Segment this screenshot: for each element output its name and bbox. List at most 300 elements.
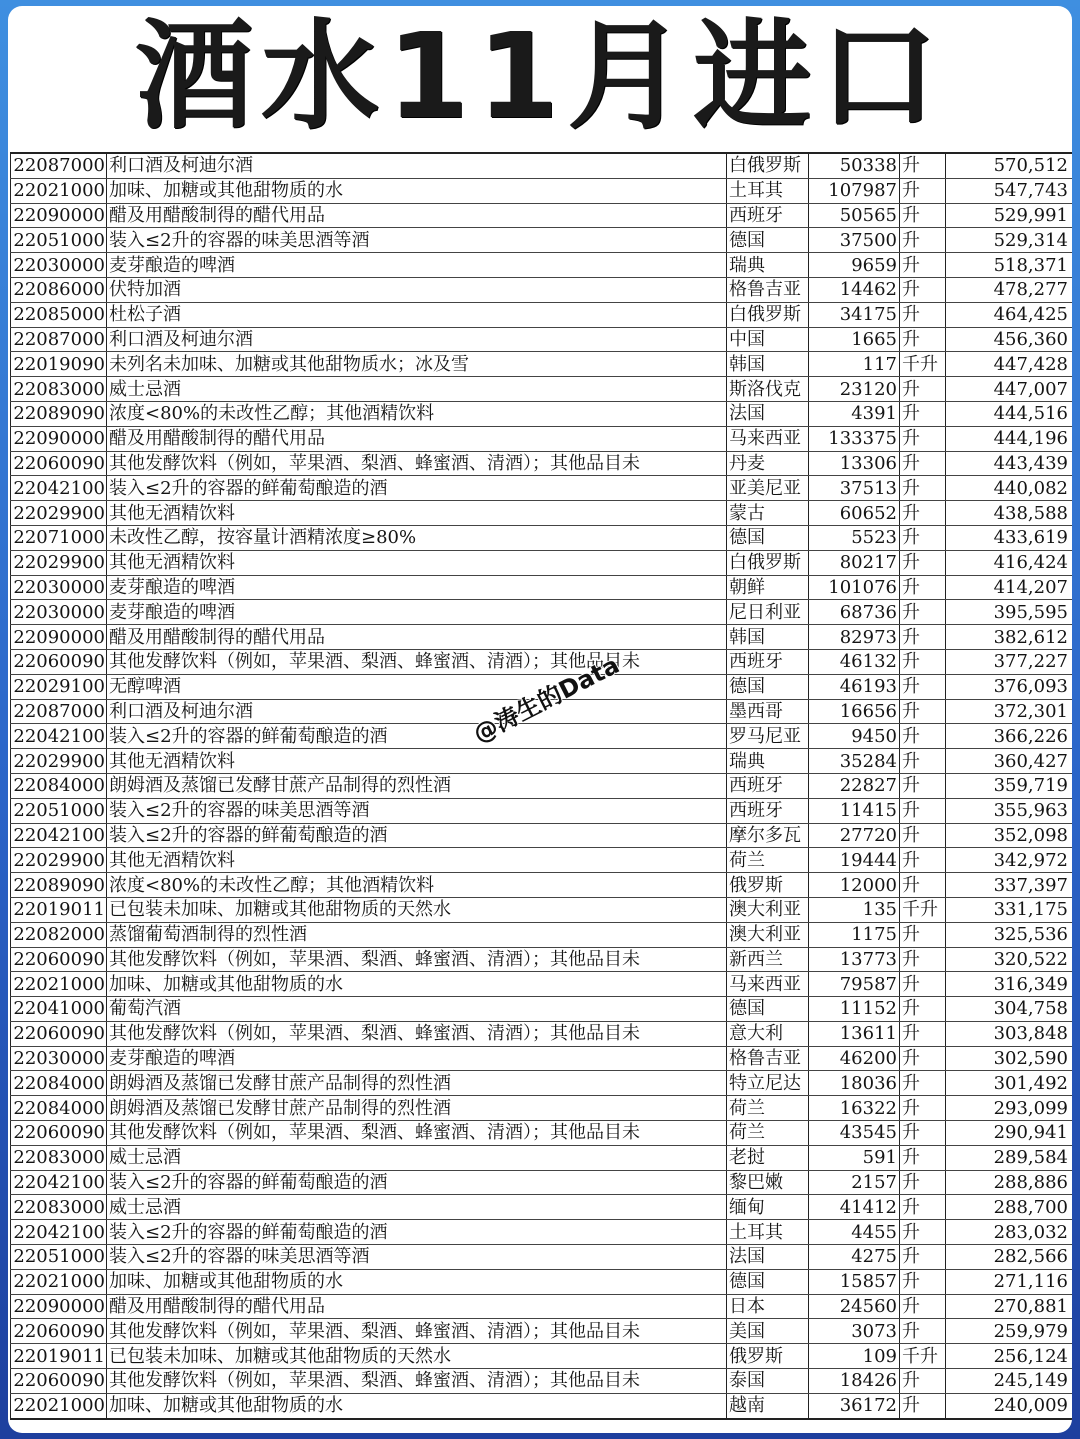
table-row: [11, 550, 1073, 575]
table-row: [11, 377, 1073, 402]
hs-code-cell: 22087000: [11, 699, 107, 724]
unit-cell: 升: [900, 178, 946, 203]
unit-cell: 升: [900, 997, 946, 1022]
hs-code-cell: 22042100: [11, 1220, 107, 1245]
value-cell: 444,516: [946, 401, 1073, 426]
quantity-cell: 13306: [809, 451, 900, 476]
hs-code-cell: 22083000: [11, 1145, 107, 1170]
value-cell: 289,584: [946, 1145, 1073, 1170]
quantity-cell: 60652: [809, 501, 900, 526]
hs-code-cell: 22019090: [11, 352, 107, 377]
value-cell: 290,941: [946, 1121, 1073, 1146]
hs-code-cell: 22051000: [11, 798, 107, 823]
product-name-cell: 装入≤2升的容器的鲜葡萄酿造的酒: [107, 476, 727, 501]
product-name-cell: 其他无酒精饮料: [107, 550, 727, 575]
country-cell: 韩国: [727, 625, 809, 650]
product-name-cell: 其他无酒精饮料: [107, 501, 727, 526]
hs-code-cell: 22029900: [11, 749, 107, 774]
value-cell: 464,425: [946, 302, 1073, 327]
value-cell: 547,743: [946, 178, 1073, 203]
quantity-cell: 4455: [809, 1220, 900, 1245]
quantity-cell: 22827: [809, 773, 900, 798]
hs-code-cell: 22030000: [11, 1046, 107, 1071]
quantity-cell: 5523: [809, 525, 900, 550]
unit-cell: 千升: [900, 897, 946, 922]
product-name-cell: 朗姆酒及蒸馏已发酵甘蔗产品制得的烈性酒: [107, 773, 727, 798]
value-cell: 288,700: [946, 1195, 1073, 1220]
unit-cell: 升: [900, 947, 946, 972]
hs-code-cell: 22090000: [11, 625, 107, 650]
unit-cell: 升: [900, 649, 946, 674]
quantity-cell: 11152: [809, 997, 900, 1022]
product-name-cell: 浓度<80%的未改性乙醇；其他酒精饮料: [107, 873, 727, 898]
quantity-cell: 591: [809, 1145, 900, 1170]
unit-cell: 升: [900, 625, 946, 650]
table-row: [11, 1294, 1073, 1319]
table-row: [11, 302, 1073, 327]
value-cell: 302,590: [946, 1046, 1073, 1071]
quantity-cell: 80217: [809, 550, 900, 575]
table-row: [11, 1319, 1073, 1344]
product-name-cell: 其他发酵饮料（例如，苹果酒、梨酒、蜂蜜酒、清酒）；其他品目未: [107, 1121, 727, 1146]
value-cell: 240,009: [946, 1393, 1073, 1418]
quantity-cell: 68736: [809, 600, 900, 625]
value-cell: 529,991: [946, 203, 1073, 228]
product-name-cell: 其他无酒精饮料: [107, 848, 727, 873]
product-name-cell: 利口酒及柯迪尔酒: [107, 699, 727, 724]
unit-cell: 升: [900, 1220, 946, 1245]
unit-cell: 升: [900, 451, 946, 476]
table-row: [11, 476, 1073, 501]
country-cell: 西班牙: [727, 773, 809, 798]
value-cell: 359,719: [946, 773, 1073, 798]
product-name-cell: 装入≤2升的容器的味美思酒等酒: [107, 798, 727, 823]
country-cell: 缅甸: [727, 1195, 809, 1220]
country-cell: 澳大利亚: [727, 897, 809, 922]
hs-code-cell: 22042100: [11, 724, 107, 749]
quantity-cell: 50565: [809, 203, 900, 228]
product-name-cell: 麦芽酿造的啤酒: [107, 1046, 727, 1071]
hs-code-cell: 22021000: [11, 178, 107, 203]
country-cell: 俄罗斯: [727, 1344, 809, 1369]
quantity-cell: 18036: [809, 1071, 900, 1096]
country-cell: 德国: [727, 674, 809, 699]
value-cell: 316,349: [946, 972, 1073, 997]
product-name-cell: 朗姆酒及蒸馏已发酵甘蔗产品制得的烈性酒: [107, 1096, 727, 1121]
unit-cell: 升: [900, 922, 946, 947]
hs-code-cell: 22030000: [11, 600, 107, 625]
hs-code-cell: 22060090: [11, 451, 107, 476]
country-cell: 黎巴嫩: [727, 1170, 809, 1195]
quantity-cell: 1175: [809, 922, 900, 947]
value-cell: 372,301: [946, 699, 1073, 724]
value-cell: 360,427: [946, 749, 1073, 774]
table-row: [11, 972, 1073, 997]
product-name-cell: 醋及用醋酸制得的醋代用品: [107, 625, 727, 650]
hs-code-cell: 22019011: [11, 1344, 107, 1369]
value-cell: 288,886: [946, 1170, 1073, 1195]
table-row: [11, 649, 1073, 674]
table-row: [11, 724, 1073, 749]
hs-code-cell: 22084000: [11, 1071, 107, 1096]
hs-code-cell: 22082000: [11, 922, 107, 947]
country-cell: 特立尼达: [727, 1071, 809, 1096]
country-cell: 泰国: [727, 1369, 809, 1394]
value-cell: 376,093: [946, 674, 1073, 699]
hs-code-cell: 22029900: [11, 501, 107, 526]
country-cell: 德国: [727, 525, 809, 550]
product-name-cell: 无醇啤酒: [107, 674, 727, 699]
unit-cell: 升: [900, 1294, 946, 1319]
product-name-cell: 装入≤2升的容器的鲜葡萄酿造的酒: [107, 1170, 727, 1195]
page-title: 酒水11月进口: [134, 7, 946, 145]
unit-cell: 升: [900, 1195, 946, 1220]
quantity-cell: 50338: [809, 153, 900, 178]
product-name-cell: 麦芽酿造的啤酒: [107, 600, 727, 625]
country-cell: 日本: [727, 1294, 809, 1319]
quantity-cell: 109: [809, 1344, 900, 1369]
hs-code-cell: 22090000: [11, 426, 107, 451]
product-name-cell: 已包装未加味、加糖或其他甜物质的天然水: [107, 897, 727, 922]
product-name-cell: 装入≤2升的容器的味美思酒等酒: [107, 1245, 727, 1270]
product-name-cell: 未改性乙醇，按容量计酒精浓度≥80%: [107, 525, 727, 550]
product-name-cell: 利口酒及柯迪尔酒: [107, 153, 727, 178]
table-row: [11, 1145, 1073, 1170]
table-row: [11, 947, 1073, 972]
value-cell: 259,979: [946, 1319, 1073, 1344]
import-table: [10, 152, 1072, 1420]
value-cell: 283,032: [946, 1220, 1073, 1245]
product-name-cell: 装入≤2升的容器的鲜葡萄酿造的酒: [107, 1220, 727, 1245]
hs-code-cell: 22060090: [11, 947, 107, 972]
product-name-cell: 加味、加糖或其他甜物质的水: [107, 1269, 727, 1294]
value-cell: 301,492: [946, 1071, 1073, 1096]
product-name-cell: 装入≤2升的容器的鲜葡萄酿造的酒: [107, 724, 727, 749]
hs-code-cell: 22087000: [11, 327, 107, 352]
product-name-cell: 装入≤2升的容器的鲜葡萄酿造的酒: [107, 823, 727, 848]
quantity-cell: 117: [809, 352, 900, 377]
watermark: @涛生的Data: [468, 650, 624, 749]
table-row: [11, 922, 1073, 947]
table-row: [11, 1096, 1073, 1121]
value-cell: 478,277: [946, 277, 1073, 302]
hs-code-cell: 22029100: [11, 674, 107, 699]
product-name-cell: 装入≤2升的容器的味美思酒等酒: [107, 228, 727, 253]
unit-cell: 升: [900, 972, 946, 997]
hs-code-cell: 22042100: [11, 823, 107, 848]
country-cell: 德国: [727, 228, 809, 253]
country-cell: 丹麦: [727, 451, 809, 476]
unit-cell: 升: [900, 749, 946, 774]
unit-cell: 升: [900, 1393, 946, 1418]
product-name-cell: 其他发酵饮料（例如，苹果酒、梨酒、蜂蜜酒、清酒）；其他品目未: [107, 1319, 727, 1344]
hs-code-cell: 22042100: [11, 476, 107, 501]
unit-cell: 升: [900, 253, 946, 278]
value-cell: 303,848: [946, 1021, 1073, 1046]
hs-code-cell: 22071000: [11, 525, 107, 550]
country-cell: 俄罗斯: [727, 873, 809, 898]
unit-cell: 升: [900, 724, 946, 749]
country-cell: 法国: [727, 401, 809, 426]
value-cell: 342,972: [946, 848, 1073, 873]
quantity-cell: 12000: [809, 873, 900, 898]
unit-cell: 升: [900, 1071, 946, 1096]
hs-code-cell: 22084000: [11, 773, 107, 798]
value-cell: 414,207: [946, 575, 1073, 600]
country-cell: 德国: [727, 997, 809, 1022]
unit-cell: 升: [900, 550, 946, 575]
quantity-cell: 27720: [809, 823, 900, 848]
country-cell: 西班牙: [727, 203, 809, 228]
hs-code-cell: 22085000: [11, 302, 107, 327]
country-cell: 蒙古: [727, 501, 809, 526]
country-cell: 瑞典: [727, 253, 809, 278]
country-cell: 澳大利亚: [727, 922, 809, 947]
country-cell: 白俄罗斯: [727, 550, 809, 575]
table-row: [11, 897, 1073, 922]
table-row: [11, 600, 1073, 625]
quantity-cell: 11415: [809, 798, 900, 823]
product-name-cell: 其他发酵饮料（例如，苹果酒、梨酒、蜂蜜酒、清酒）；其他品目未: [107, 1369, 727, 1394]
hs-code-cell: 22083000: [11, 377, 107, 402]
table-row: [11, 625, 1073, 650]
table-row: [11, 426, 1073, 451]
quantity-cell: 19444: [809, 848, 900, 873]
product-name-cell: 其他发酵饮料（例如，苹果酒、梨酒、蜂蜜酒、清酒）；其他品目未: [107, 451, 727, 476]
country-cell: 意大利: [727, 1021, 809, 1046]
product-name-cell: 醋及用醋酸制得的醋代用品: [107, 426, 727, 451]
hs-code-cell: 22030000: [11, 253, 107, 278]
hs-code-cell: 22021000: [11, 1393, 107, 1418]
hs-code-cell: 22041000: [11, 997, 107, 1022]
table-row: [11, 873, 1073, 898]
value-cell: 433,619: [946, 525, 1073, 550]
unit-cell: 升: [900, 773, 946, 798]
unit-cell: 升: [900, 600, 946, 625]
unit-cell: 升: [900, 1369, 946, 1394]
quantity-cell: 82973: [809, 625, 900, 650]
hs-code-cell: 22021000: [11, 972, 107, 997]
unit-cell: 升: [900, 873, 946, 898]
country-cell: 白俄罗斯: [727, 153, 809, 178]
quantity-cell: 46200: [809, 1046, 900, 1071]
unit-cell: 升: [900, 153, 946, 178]
unit-cell: 升: [900, 426, 946, 451]
hs-code-cell: 22060090: [11, 649, 107, 674]
unit-cell: 升: [900, 674, 946, 699]
hs-code-cell: 22084000: [11, 1096, 107, 1121]
value-cell: 440,082: [946, 476, 1073, 501]
country-cell: 马来西亚: [727, 972, 809, 997]
product-name-cell: 已包装未加味、加糖或其他甜物质的天然水: [107, 1344, 727, 1369]
value-cell: 529,314: [946, 228, 1073, 253]
unit-cell: 升: [900, 1021, 946, 1046]
unit-cell: 升: [900, 798, 946, 823]
value-cell: 293,099: [946, 1096, 1073, 1121]
quantity-cell: 36172: [809, 1393, 900, 1418]
unit-cell: 升: [900, 1145, 946, 1170]
product-name-cell: 葡萄汽酒: [107, 997, 727, 1022]
product-name-cell: 加味、加糖或其他甜物质的水: [107, 178, 727, 203]
table-row: [11, 1344, 1073, 1369]
table-row: [11, 1220, 1073, 1245]
quantity-cell: 1665: [809, 327, 900, 352]
hs-code-cell: 22089090: [11, 873, 107, 898]
hs-code-cell: 22060090: [11, 1369, 107, 1394]
value-cell: 331,175: [946, 897, 1073, 922]
quantity-cell: 13611: [809, 1021, 900, 1046]
quantity-cell: 46193: [809, 674, 900, 699]
hs-code-cell: 22042100: [11, 1170, 107, 1195]
quantity-cell: 41412: [809, 1195, 900, 1220]
hs-code-cell: 22021000: [11, 1269, 107, 1294]
unit-cell: 升: [900, 203, 946, 228]
value-cell: 271,116: [946, 1269, 1073, 1294]
hs-code-cell: 22029900: [11, 550, 107, 575]
product-name-cell: 麦芽酿造的啤酒: [107, 253, 727, 278]
hs-code-cell: 22090000: [11, 203, 107, 228]
country-cell: 尼日利亚: [727, 600, 809, 625]
value-cell: 325,536: [946, 922, 1073, 947]
value-cell: 256,124: [946, 1344, 1073, 1369]
table-row: [11, 178, 1073, 203]
product-name-cell: 其他无酒精饮料: [107, 749, 727, 774]
table-row: [11, 1369, 1073, 1394]
table-row: [11, 1046, 1073, 1071]
table-row: [11, 749, 1073, 774]
value-cell: 377,227: [946, 649, 1073, 674]
quantity-cell: 9450: [809, 724, 900, 749]
value-cell: 518,371: [946, 253, 1073, 278]
product-name-cell: 其他发酵饮料（例如，苹果酒、梨酒、蜂蜜酒、清酒）；其他品目未: [107, 1021, 727, 1046]
unit-cell: 升: [900, 525, 946, 550]
country-cell: 韩国: [727, 352, 809, 377]
unit-cell: 升: [900, 377, 946, 402]
quantity-cell: 101076: [809, 575, 900, 600]
hs-code-cell: 22019011: [11, 897, 107, 922]
value-cell: 456,360: [946, 327, 1073, 352]
country-cell: 越南: [727, 1393, 809, 1418]
country-cell: 荷兰: [727, 1121, 809, 1146]
country-cell: 美国: [727, 1319, 809, 1344]
unit-cell: 升: [900, 1170, 946, 1195]
product-name-cell: 伏特加酒: [107, 277, 727, 302]
table-body: [11, 153, 1073, 1419]
country-cell: 摩尔多瓦: [727, 823, 809, 848]
document-sheet: [8, 6, 1072, 1433]
value-cell: 337,397: [946, 873, 1073, 898]
hs-code-cell: 22051000: [11, 228, 107, 253]
unit-cell: 升: [900, 848, 946, 873]
hs-code-cell: 22060090: [11, 1319, 107, 1344]
value-cell: 447,007: [946, 377, 1073, 402]
unit-cell: 升: [900, 1046, 946, 1071]
table-row: [11, 1245, 1073, 1270]
table-row: [11, 253, 1073, 278]
quantity-cell: 15857: [809, 1269, 900, 1294]
product-name-cell: 威士忌酒: [107, 377, 727, 402]
hs-code-cell: 22087000: [11, 153, 107, 178]
table-row: [11, 401, 1073, 426]
country-cell: 斯洛伐克: [727, 377, 809, 402]
country-cell: 德国: [727, 1269, 809, 1294]
unit-cell: 升: [900, 699, 946, 724]
value-cell: 443,439: [946, 451, 1073, 476]
quantity-cell: 9659: [809, 253, 900, 278]
table-row: [11, 1021, 1073, 1046]
product-name-cell: 蒸馏葡萄酒制得的烈性酒: [107, 922, 727, 947]
hs-code-cell: 22083000: [11, 1195, 107, 1220]
hs-code-cell: 22030000: [11, 575, 107, 600]
quantity-cell: 14462: [809, 277, 900, 302]
unit-cell: 千升: [900, 352, 946, 377]
product-name-cell: 加味、加糖或其他甜物质的水: [107, 1393, 727, 1418]
quantity-cell: 43545: [809, 1121, 900, 1146]
country-cell: 墨西哥: [727, 699, 809, 724]
unit-cell: 升: [900, 501, 946, 526]
hs-code-cell: 22060090: [11, 1021, 107, 1046]
table-row: [11, 1393, 1073, 1418]
quantity-cell: 135: [809, 897, 900, 922]
table-row: [11, 1121, 1073, 1146]
hs-code-cell: 22089090: [11, 401, 107, 426]
product-name-cell: 其他发酵饮料（例如，苹果酒、梨酒、蜂蜜酒、清酒）；其他品目未: [107, 649, 727, 674]
unit-cell: 升: [900, 1121, 946, 1146]
value-cell: 444,196: [946, 426, 1073, 451]
table-row: [11, 451, 1073, 476]
table-row: [11, 575, 1073, 600]
product-name-cell: 醋及用醋酸制得的醋代用品: [107, 1294, 727, 1319]
quantity-cell: 18426: [809, 1369, 900, 1394]
product-name-cell: 麦芽酿造的啤酒: [107, 575, 727, 600]
quantity-cell: 2157: [809, 1170, 900, 1195]
quantity-cell: 3073: [809, 1319, 900, 1344]
quantity-cell: 4275: [809, 1245, 900, 1270]
quantity-cell: 46132: [809, 649, 900, 674]
country-cell: 朝鲜: [727, 575, 809, 600]
unit-cell: 升: [900, 228, 946, 253]
country-cell: 瑞典: [727, 749, 809, 774]
country-cell: 土耳其: [727, 178, 809, 203]
unit-cell: 升: [900, 823, 946, 848]
unit-cell: 升: [900, 1096, 946, 1121]
unit-cell: 升: [900, 476, 946, 501]
value-cell: 447,428: [946, 352, 1073, 377]
quantity-cell: 37500: [809, 228, 900, 253]
country-cell: 格鲁吉亚: [727, 277, 809, 302]
table-row: [11, 1170, 1073, 1195]
country-cell: 格鲁吉亚: [727, 1046, 809, 1071]
quantity-cell: 133375: [809, 426, 900, 451]
table-row: [11, 277, 1073, 302]
country-cell: 马来西亚: [727, 426, 809, 451]
unit-cell: 升: [900, 277, 946, 302]
unit-cell: 升: [900, 575, 946, 600]
value-cell: 416,424: [946, 550, 1073, 575]
unit-cell: 升: [900, 302, 946, 327]
table-row: [11, 1269, 1073, 1294]
product-name-cell: 浓度<80%的未改性乙醇；其他酒精饮料: [107, 401, 727, 426]
product-name-cell: 威士忌酒: [107, 1145, 727, 1170]
country-cell: 罗马尼亚: [727, 724, 809, 749]
country-cell: 荷兰: [727, 848, 809, 873]
table-row: [11, 1195, 1073, 1220]
product-name-cell: 其他发酵饮料（例如，苹果酒、梨酒、蜂蜜酒、清酒）；其他品目未: [107, 947, 727, 972]
country-cell: 中国: [727, 327, 809, 352]
value-cell: 245,149: [946, 1369, 1073, 1394]
country-cell: 老挝: [727, 1145, 809, 1170]
unit-cell: 升: [900, 1245, 946, 1270]
